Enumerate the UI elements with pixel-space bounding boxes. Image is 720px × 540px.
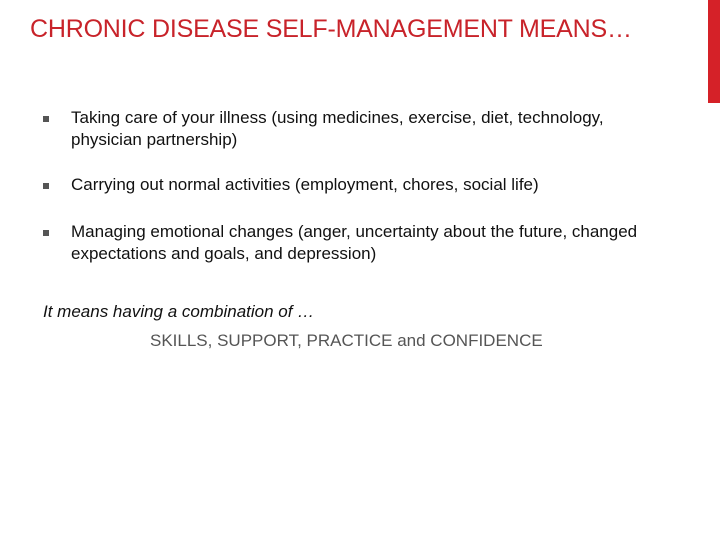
bullet-text-illness-care: Taking care of your illness (using medicines, exercise, diet, technology, physician partnership) [71, 108, 604, 149]
bullet-text-normal-activities: Carrying out normal activities (employment, chores, social life) [71, 175, 539, 194]
bullet-item-emotional-changes [43, 221, 673, 265]
square-bullet-icon [43, 230, 49, 236]
slide-title: CHRONIC DISEASE SELF-MANAGEMENT MEANS… [30, 15, 632, 43]
summary-text: It means having a combination of … [43, 302, 315, 321]
accent-bar [708, 0, 720, 103]
bullet-item-normal-activities [43, 174, 673, 196]
summary-components: SKILLS, SUPPORT, PRACTICE and CONFIDENCE [150, 331, 543, 350]
bullet-item-illness-care [43, 107, 673, 151]
bullet-text-emotional-changes: Managing emotional changes (anger, uncertainty about the future, changed expectations and goals, and depression) [71, 222, 638, 263]
square-bullet-icon [43, 116, 49, 122]
square-bullet-icon [43, 183, 49, 189]
bullet-list [43, 107, 673, 288]
